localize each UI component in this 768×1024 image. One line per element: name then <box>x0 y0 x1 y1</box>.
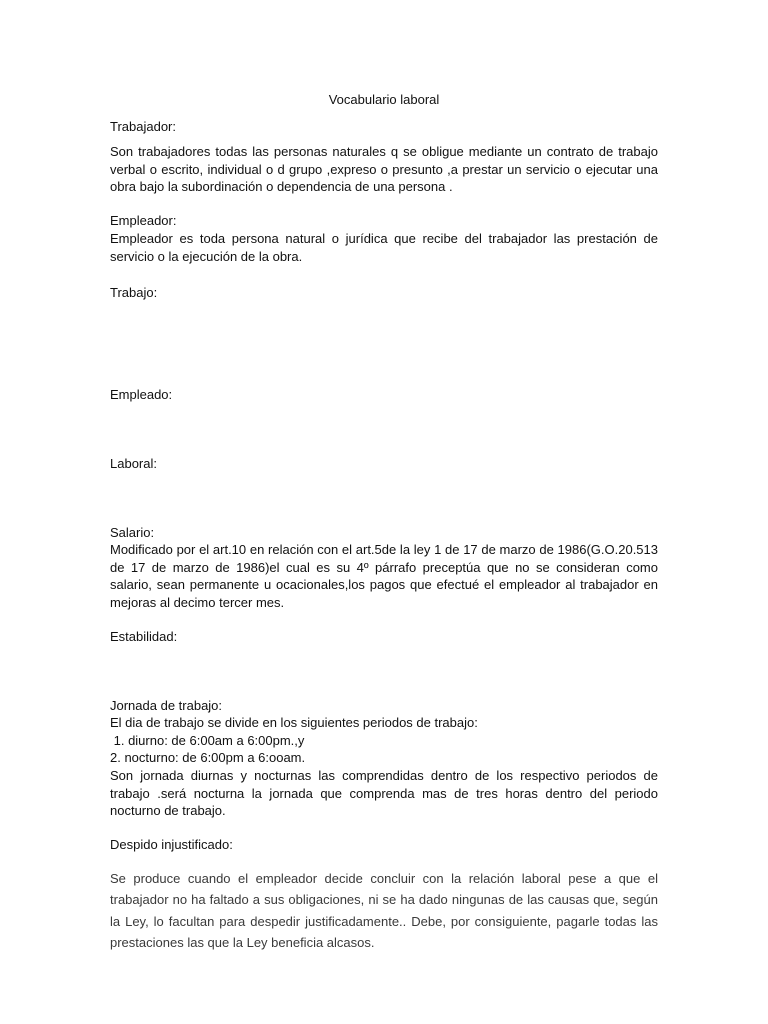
paragraph-empleador: Empleador es toda persona natural o jurídica que recibe del trabajador las prestación de servicio o la ejecución de la obra. <box>110 231 658 264</box>
jornada-intro: El dia de trabajo se divide en los siguientes periodos de trabajo: <box>110 715 478 730</box>
jornada-item-diurno: 1. diurno: de 6:00am a 6:00pm.,y <box>110 733 305 748</box>
heading-empleado: Empleado: <box>110 387 173 402</box>
heading-salario: Salario: <box>110 525 155 540</box>
jornada-item-nocturno: 2. nocturno: de 6:00pm a 6:ooam. <box>110 750 306 765</box>
heading-estabilidad: Estabilidad: <box>110 629 178 644</box>
heading-jornada: Jornada de trabajo: <box>110 698 223 713</box>
heading-empleador: Empleador: <box>110 213 177 228</box>
heading-trabajador: Trabajador: <box>110 119 176 134</box>
heading-despido: Despido injustificado: <box>110 837 233 852</box>
paragraph-jornada: Son jornada diurnas y nocturnas las comprendidas dentro de los respectivo periodos de trabajo .será nocturna la jornada que comprenda mas de tres horas dentro del periodo nocturno de trabajo. <box>110 768 658 819</box>
paragraph-despido: Se produce cuando el empleador decide concluir con la relación laboral pese a que el trabajador no ha faltado a sus obligaciones, ni se ha dado ningunas de las causas que, según la Ley, lo facultan para despedir justificadamente.. Debe, por consiguiente, pagarle todas las prestaciones las que la Ley beneficia alcasos. <box>110 871 658 950</box>
paragraph-trabajador: Son trabajadores todas las personas naturales q se obligue mediante un contrato de trabajo verbal o escrito, individual o d grupo ,expreso o presunto ,a prestar un servicio o ejecutar una obra bajo la subordinación o dependencia de una persona . <box>110 144 658 195</box>
heading-trabajo: Trabajo: <box>110 285 158 300</box>
document-title: Vocabulario laboral <box>328 92 440 107</box>
heading-laboral: Laboral: <box>110 456 157 471</box>
paragraph-salario: Modificado por el art.10 en relación con el art.5de la ley 1 de 17 de marzo de 1986(G.O.20.513 de 17 de marzo de 1986)el cual es su 4º párrafo preceptúa que no se consideran como salario, sean permanente u ocacionales,los pagos que efectué el empleador al trabajador en mejoras al decimo tercer mes. <box>110 542 658 610</box>
